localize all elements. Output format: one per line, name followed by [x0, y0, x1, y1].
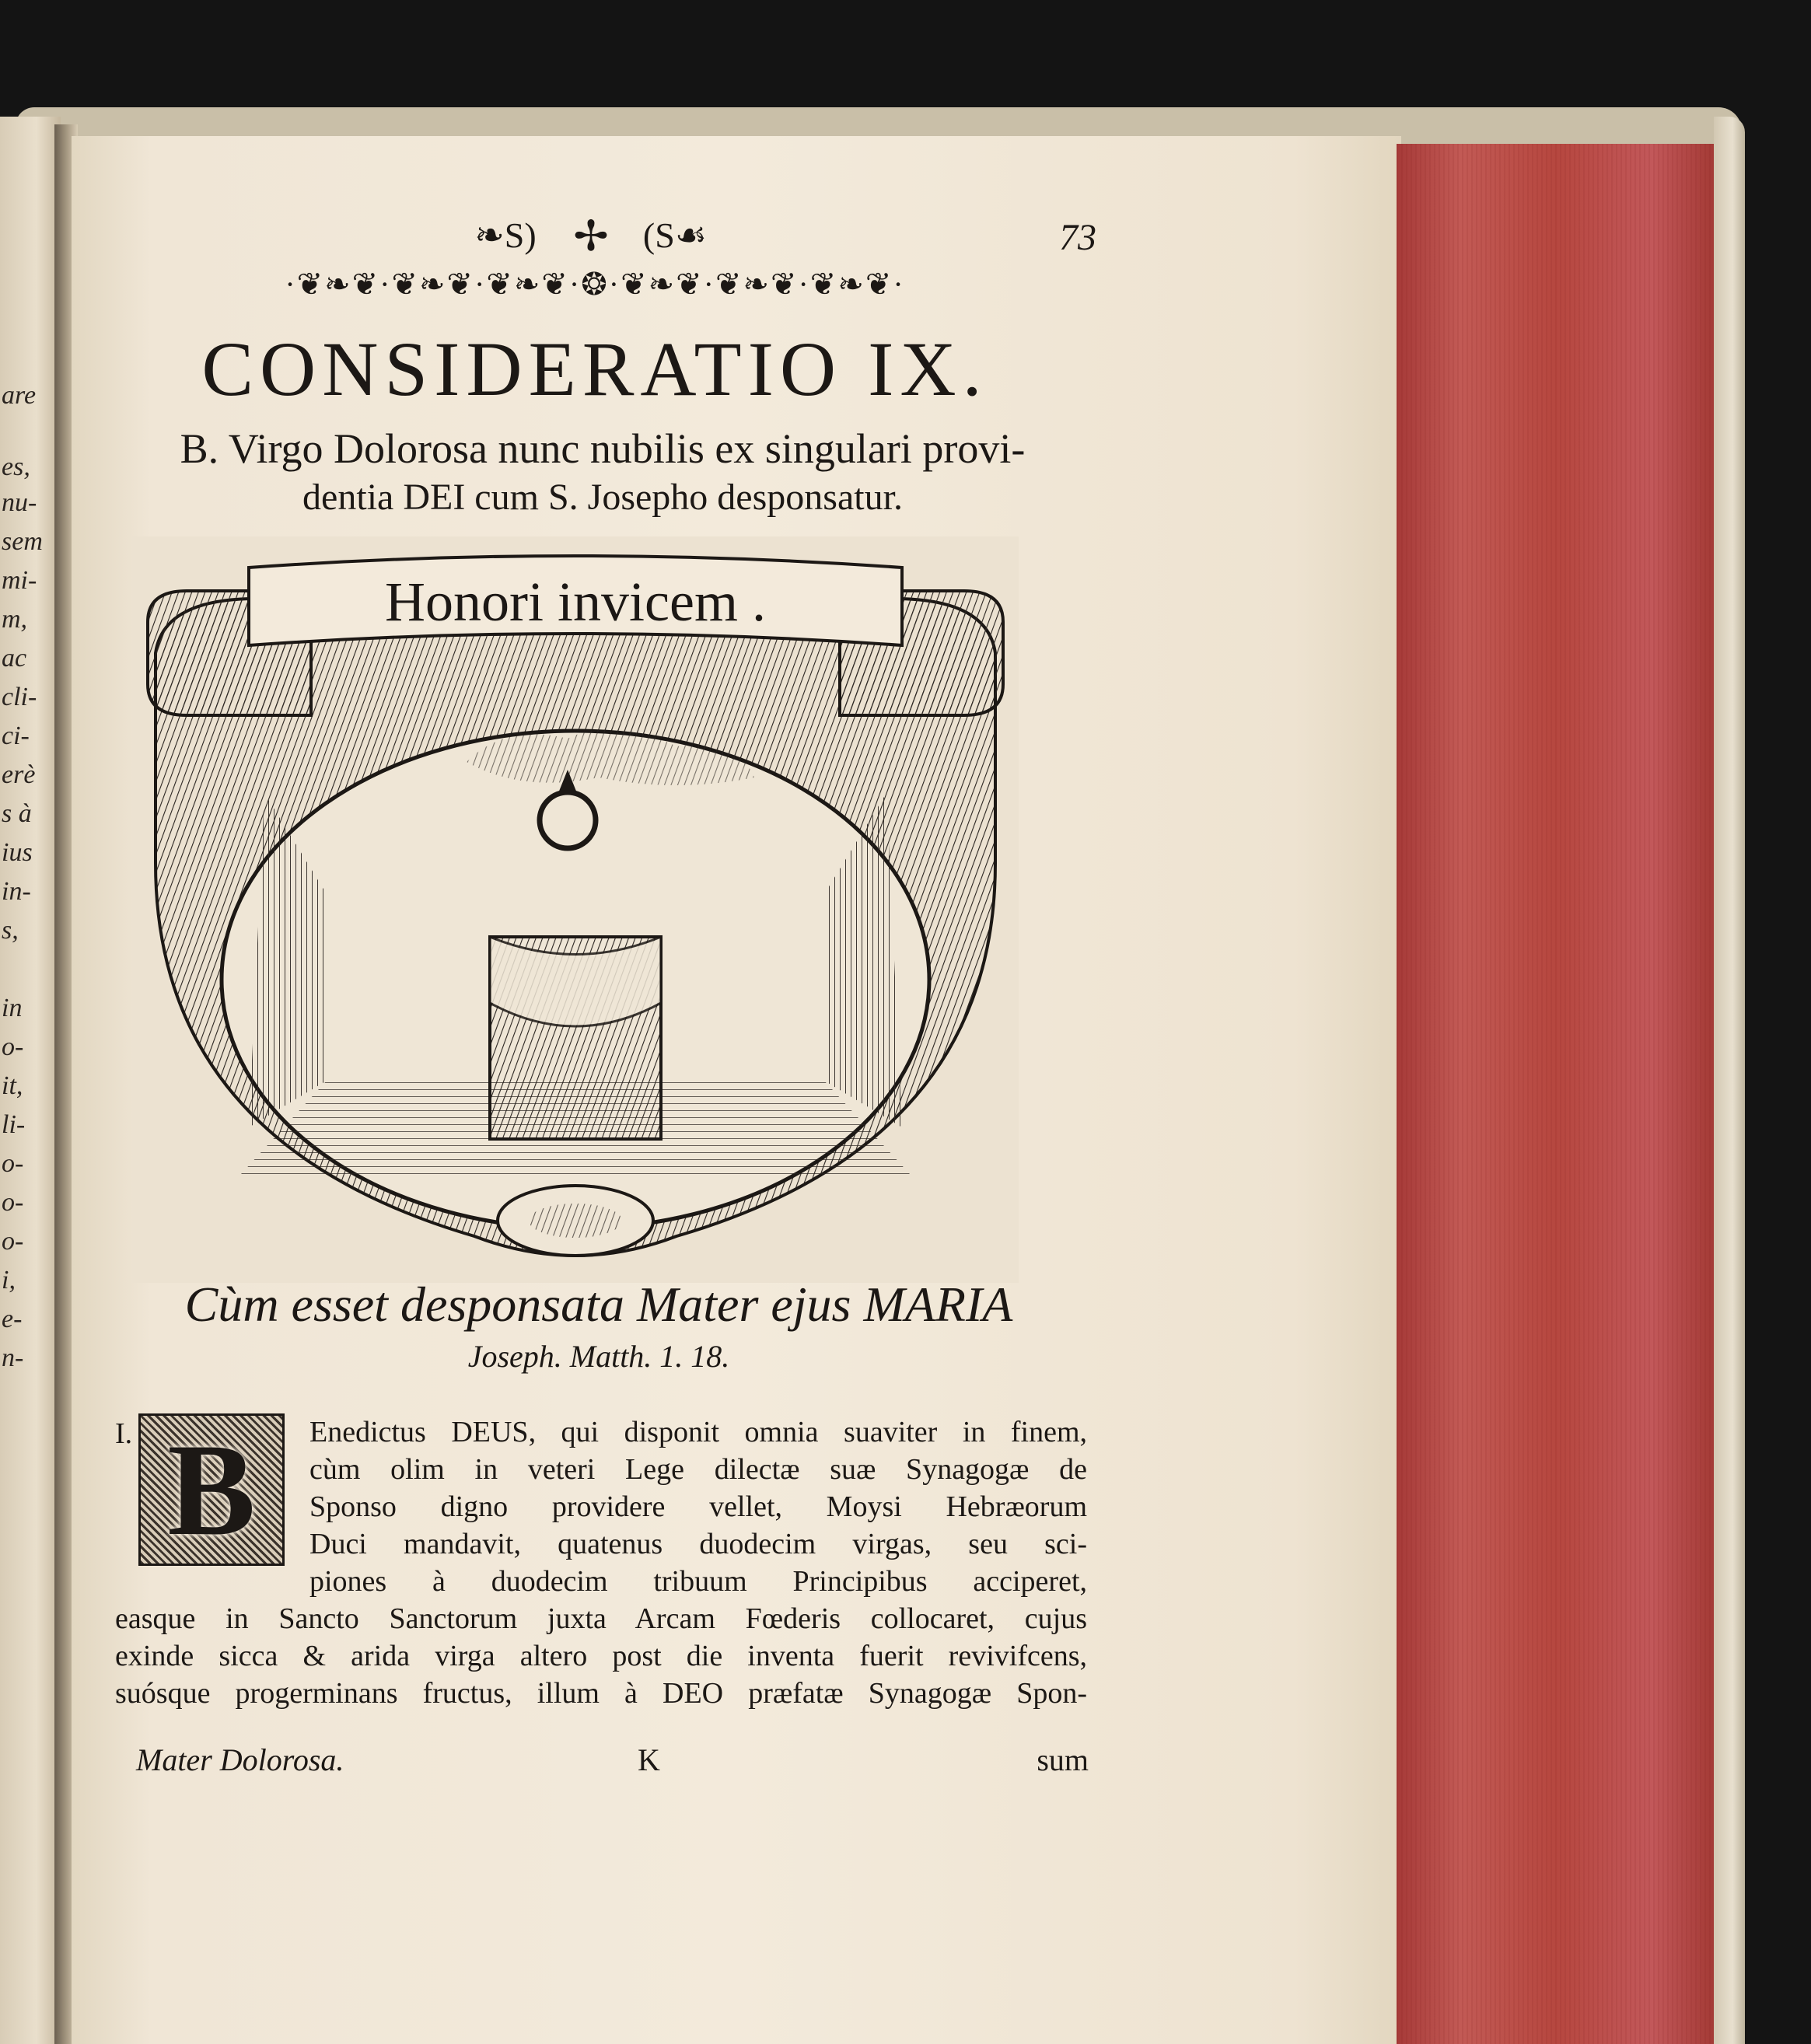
subtitle-line-1: B. Virgo Dolorosa nunc nubilis ex singulari provi-	[180, 425, 1026, 472]
catchword: sum	[1037, 1742, 1089, 1777]
body-line: Sponso digno providere vellet, Moysi Hebræorum	[309, 1490, 1087, 1523]
engraving-illustration	[132, 536, 1019, 1283]
subtitle-line-2: dentia DEI cum S. Josepho desponsatur.	[302, 477, 903, 518]
left-page-fragment: ac	[2, 644, 27, 673]
left-page-fragment: i,	[2, 1266, 16, 1295]
left-page-fragment: are	[2, 381, 37, 410]
signature-mark: K	[638, 1742, 660, 1777]
cover-edge	[1714, 117, 1745, 2044]
ornament-band: ·❦❧❦·❦❧❦·❦❧❦·❂·❦❧❦·❦❧❦·❦❧❦·	[285, 269, 905, 300]
left-page-fragment: li-	[2, 1110, 26, 1139]
left-page-fragment: o-	[2, 1188, 24, 1217]
left-page-fragment: sem	[2, 527, 43, 556]
header-ornament-left: ❧S)	[474, 215, 537, 255]
red-page-edges	[1397, 144, 1715, 2044]
header-ornament-right: (S☙	[642, 215, 708, 255]
caption-line-2: Joseph. Matth. 1. 18.	[467, 1339, 730, 1374]
left-page	[0, 117, 61, 2044]
left-page-fragment: s,	[2, 916, 19, 945]
page-number: 73	[1059, 217, 1096, 258]
left-page-fragment: nu-	[2, 488, 37, 517]
drop-cap-initial	[138, 1413, 285, 1566]
body-line: piones à duodecim tribuum Principibus acciperet,	[309, 1565, 1087, 1598]
left-page-fragment: es,	[2, 452, 30, 481]
body-line: suósque progerminans fructus, illum à DEO præfatæ Synagogæ Spon-	[115, 1677, 1087, 1710]
left-page-fragment: s à	[2, 799, 32, 828]
motto-text: Honori invicem .	[385, 571, 766, 633]
running-title: Mater Dolorosa.	[136, 1742, 344, 1777]
left-page-fragment: ci-	[2, 722, 30, 750]
body-line: exinde sicca & arida virga altero post die inventa fuerit revivifcens,	[115, 1640, 1087, 1672]
caption-line-1: Cùm esset desponsata Mater ejus MARIA	[184, 1277, 1013, 1332]
drop-cap-letter: B	[167, 1416, 256, 1563]
left-page-fragment: it,	[2, 1071, 23, 1100]
left-page-fragment: erè	[2, 760, 36, 789]
left-page-fragment: o-	[2, 1227, 24, 1256]
body-line: cùm olim in veteri Lege dilectæ suæ Synagogæ de	[309, 1453, 1087, 1486]
left-page-fragment: in-	[2, 877, 31, 906]
left-page-fragment: o-	[2, 1032, 24, 1061]
paragraph-number: I.	[115, 1417, 133, 1450]
header-cross-icon: ✢	[573, 213, 609, 260]
left-page-fragment: in	[2, 994, 23, 1022]
left-page-fragment: e-	[2, 1305, 23, 1333]
left-page-fragment: o-	[2, 1149, 24, 1178]
left-page-fragment: cli-	[2, 683, 37, 711]
body-line: Duci mandavit, quatenus duodecim virgas, seu sci-	[309, 1528, 1087, 1560]
left-page-fragment: n-	[2, 1343, 24, 1372]
body-line: easque in Sancto Sanctorum juxta Arcam Fœderis collocaret, cujus	[115, 1602, 1087, 1635]
chapter-title: CONSIDERATIO IX.	[201, 326, 988, 412]
left-page-fragment: ius	[2, 838, 33, 867]
interior-room	[222, 729, 929, 1228]
left-page-fragment: m,	[2, 605, 28, 634]
bottom-scroll	[498, 1186, 653, 1256]
left-page-fragment: mi-	[2, 566, 37, 595]
body-line: Enedictus DEUS, qui disponit omnia suaviter in finem,	[309, 1416, 1087, 1448]
